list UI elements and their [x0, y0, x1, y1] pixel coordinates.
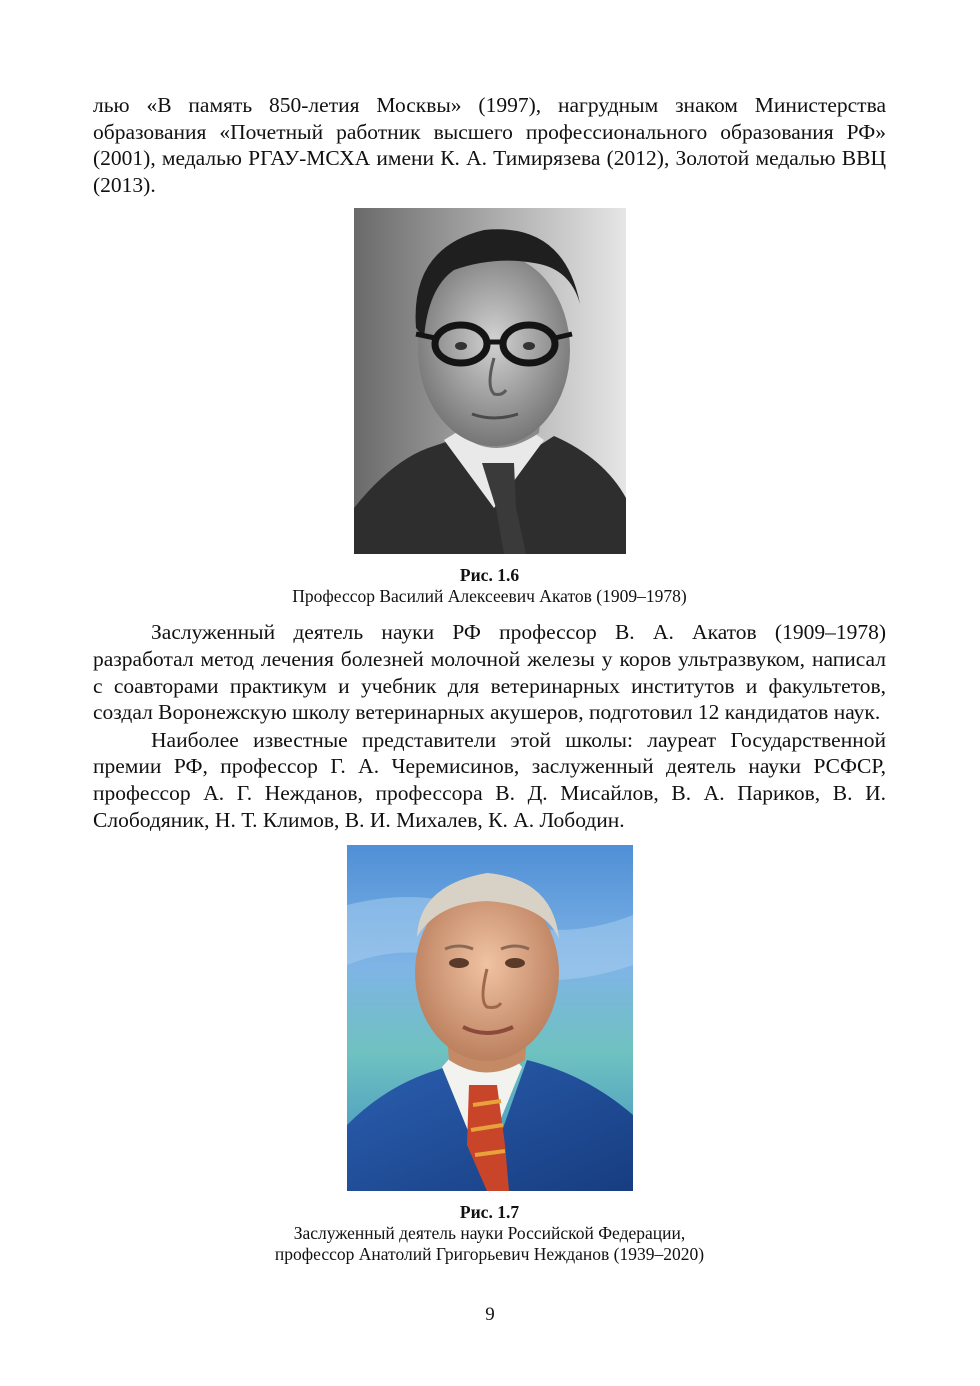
- body-paragraph: Наиболее известные представители этой школы: лауреат Государственной премии РФ, профессор Г. А. Черемисинов, заслуженный деятель науки РСФСР, профессор А. Г. Нежданов, профессора В. Д. Мисайлов, В. А. Париков, В. И. Слободяник, Н. Т. Климов, В. И. Михалев, К. А. Лободин.: [93, 727, 886, 832]
- portrait-photo-nezhdanov: [347, 845, 633, 1191]
- portrait-photo-akatov: [354, 208, 626, 554]
- page-number: 9: [485, 1304, 495, 1325]
- figure-label: Рис. 1.6: [459, 565, 520, 586]
- figure-label: Рис. 1.7: [459, 1202, 520, 1223]
- page-body: [93, 90, 886, 1265]
- figure-1-7: [93, 845, 886, 1265]
- body-paragraph: Заслуженный деятель науки РФ профессор В. А. Акатов (1909–1978) разработал метод лечения болезней молочной железы у коров ультразвуком, написал с соавторами практикум и учебник для ветеринарных институтов и факультетов, создал Воронежскую школу ветеринарных акушеров, подготовил 12 кандидатов наук.: [93, 620, 886, 725]
- figure-caption: Профессор Василий Алексеевич Акатов (1909–1978): [292, 586, 687, 607]
- figure-caption-line-2: профессор Анатолий Григорьевич Нежданов (1939–2020): [274, 1244, 705, 1265]
- intro-paragraph: лью «В память 850-летия Москвы» (1997), нагрудным знаком Министерства образования «Почетный работник высшего профессионального образования РФ» (2001), медалью РГАУ-МСХА имени К. А. Тимирязева (2012), Золотой медалью ВВЦ (2013).: [93, 93, 886, 197]
- figure-caption-line-1: Заслуженный деятель науки Российской Федерации,: [293, 1223, 686, 1244]
- figure-1-6: [93, 208, 886, 607]
